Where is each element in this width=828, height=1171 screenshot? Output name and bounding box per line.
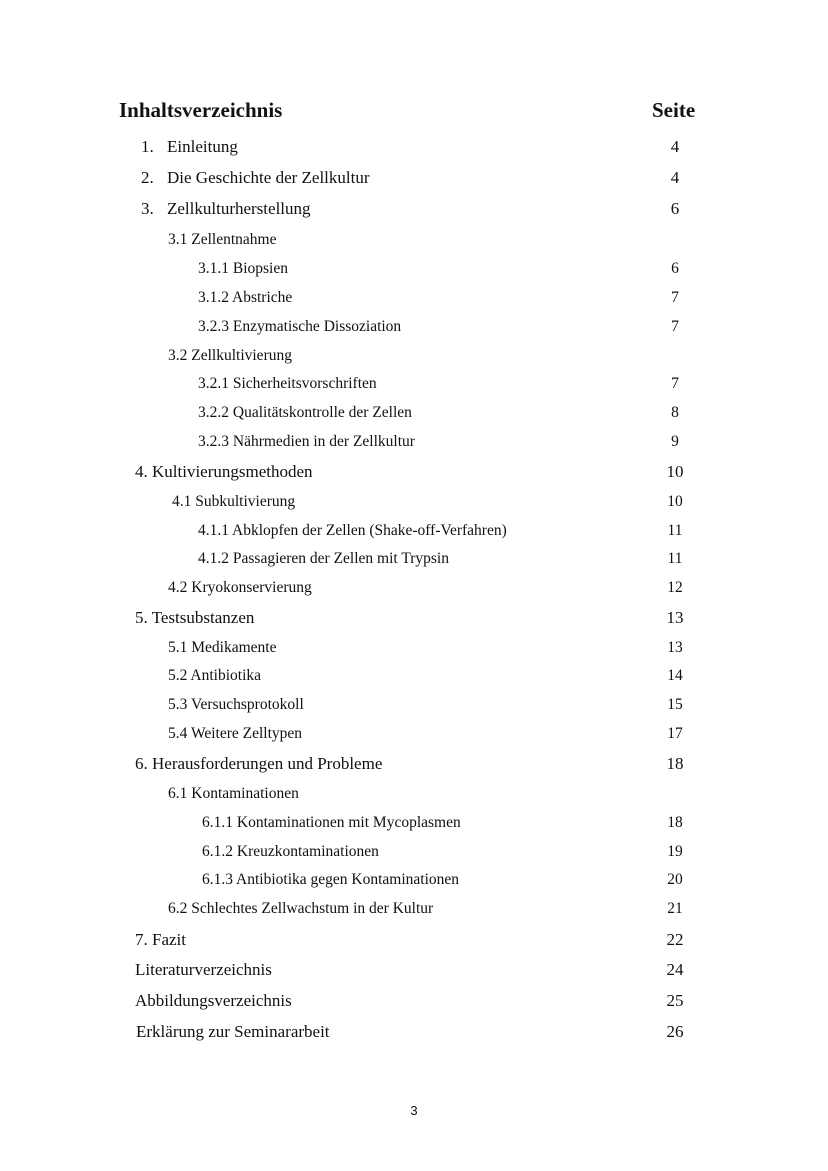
toc-entry	[0, 1022, 828, 1046]
toc-entry-label	[141, 137, 238, 157]
page-number: 3	[410, 1103, 418, 1118]
toc-entry-text: 3.2 Zellkultivierung	[168, 347, 292, 364]
toc-entry-page: 13	[666, 608, 684, 627]
toc-entry	[0, 667, 828, 691]
toc-entry	[0, 991, 828, 1015]
toc-entry	[0, 347, 828, 371]
toc-entry-text: 6.2 Schlechtes Zellwachstum in der Kultur	[168, 900, 434, 917]
toc-entry	[0, 462, 828, 486]
toc-entry-page: 14	[667, 667, 683, 684]
toc-entry-text: 3.1.2 Abstriche	[198, 289, 293, 306]
toc-entry-page: 6	[670, 199, 680, 218]
toc-entry-text: 3.2.3 Nährmedien in der Zellkultur	[198, 433, 415, 450]
toc-entry-number: 3.	[141, 199, 154, 218]
toc-entry-label	[141, 199, 311, 219]
toc-entry-text: 3.1 Zellentnahme	[168, 231, 277, 248]
toc-entry-page: 15	[667, 696, 683, 713]
toc-entry	[0, 318, 828, 342]
toc-entry-text: 3.2.1 Sicherheitsvorschriften	[198, 375, 377, 392]
toc-entry-text: Die Geschichte der Zellkultur	[167, 168, 370, 187]
toc-entry-text: 3.2.2 Qualitätskontrolle der Zellen	[198, 404, 412, 421]
toc-entry-page: 7	[671, 289, 679, 306]
toc-entry-page: 11	[667, 522, 683, 539]
toc-entry-text: 6.1.2 Kreuzkontaminationen	[202, 843, 379, 860]
toc-entry-page: 9	[671, 433, 679, 450]
toc-entry	[0, 550, 828, 574]
toc-entry-text: Literaturverzeichnis	[135, 960, 272, 979]
toc-entry-text: 3.1.1 Biopsien	[198, 260, 288, 277]
toc-entry-text: 5. Testsubstanzen	[135, 608, 255, 627]
toc-entry-page: 4	[670, 168, 680, 187]
toc-entry	[0, 375, 828, 399]
toc-entry-text: 5.1 Medikamente	[168, 639, 277, 656]
toc-entry-text: 3.2.3 Enzymatische Dissoziation	[198, 318, 402, 335]
toc-entry-page: 18	[667, 814, 683, 831]
toc-entry-page: 11	[667, 550, 683, 567]
toc-entry-text: 4. Kultivierungsmethoden	[135, 462, 313, 481]
toc-entry-text: 4.1.2 Passagieren der Zellen mit Trypsin	[198, 550, 449, 567]
toc-entry-page: 21	[667, 900, 683, 917]
toc-entry	[0, 785, 828, 809]
toc-entry-number: 2.	[141, 168, 154, 187]
toc-entry-text: 5.2 Antibiotika	[168, 667, 261, 684]
toc-entry	[0, 843, 828, 867]
toc-entry	[0, 260, 828, 284]
toc-entry	[0, 579, 828, 603]
toc-entry-text: 6.1 Kontaminationen	[168, 785, 299, 802]
toc-entry-text: 4.1 Subkultivierung	[172, 493, 296, 510]
toc-entry-page: 10	[667, 493, 683, 510]
toc-title: Inhaltsverzeichnis	[119, 98, 283, 122]
toc-entry-text: 4.2 Kryokonservierung	[168, 579, 312, 596]
toc-entry	[0, 754, 828, 778]
toc-entry-text: 6.1.1 Kontaminationen mit Mycoplasmen	[202, 814, 461, 831]
toc-entry	[0, 199, 828, 223]
toc-entry-page: 22	[666, 930, 684, 949]
toc-entry-page: 10	[666, 462, 684, 481]
toc-entry-text: 4.1.1 Abklopfen der Zellen (Shake-off-Verfahren)	[198, 522, 507, 539]
toc-entry-text: Einleitung	[167, 137, 238, 156]
toc-entry-page: 13	[667, 639, 683, 656]
toc-entry	[0, 639, 828, 663]
toc-entry-text: 7. Fazit	[135, 930, 186, 949]
toc-entry-text: Zellkulturherstellung	[167, 199, 311, 218]
toc-entry	[0, 231, 828, 255]
toc-entry	[0, 289, 828, 313]
toc-entry-page: 6	[671, 260, 679, 277]
toc-entry-page: 8	[671, 404, 679, 421]
toc-entry	[0, 522, 828, 546]
toc-entry-label	[141, 168, 370, 188]
toc-entry-page: 7	[671, 318, 679, 335]
toc-entry-number: 1.	[141, 137, 154, 156]
toc-entry	[0, 493, 828, 517]
toc-entry-page: 25	[666, 991, 684, 1010]
toc-entry	[0, 930, 828, 954]
toc-entry	[0, 814, 828, 838]
toc-entry	[0, 696, 828, 720]
toc-entry-text: 5.3 Versuchsprotokoll	[168, 696, 304, 713]
toc-entry-text: Abbildungsverzeichnis	[135, 991, 292, 1010]
toc-entry-page: 17	[667, 725, 683, 742]
toc-entry	[0, 608, 828, 632]
toc-entry-page: 7	[671, 375, 679, 392]
toc-entry	[0, 960, 828, 984]
toc-entry	[0, 900, 828, 924]
toc-entry-page: 26	[666, 1022, 684, 1041]
toc-entry-text: 6. Herausforderungen und Probleme	[135, 754, 383, 773]
toc-entry-page: 18	[666, 754, 684, 773]
toc-entry-page: 12	[667, 579, 683, 596]
toc-entry	[0, 168, 828, 192]
toc-entry-text: Erklärung zur Seminararbeit	[136, 1022, 330, 1041]
toc-entry-page: 19	[667, 843, 683, 860]
toc-entry	[0, 404, 828, 428]
toc-entry-page: 4	[670, 137, 680, 156]
toc-entry-text: 6.1.3 Antibiotika gegen Kontaminationen	[202, 871, 459, 888]
toc-entry	[0, 725, 828, 749]
toc-entry-text: 5.4 Weitere Zelltypen	[168, 725, 303, 742]
toc-entry	[0, 433, 828, 457]
toc-entry-page: 24	[666, 960, 684, 979]
toc-entry	[0, 871, 828, 895]
toc-entry-page: 20	[667, 871, 683, 888]
toc-entry	[0, 137, 828, 161]
toc-page-column-label: Seite	[652, 98, 696, 122]
